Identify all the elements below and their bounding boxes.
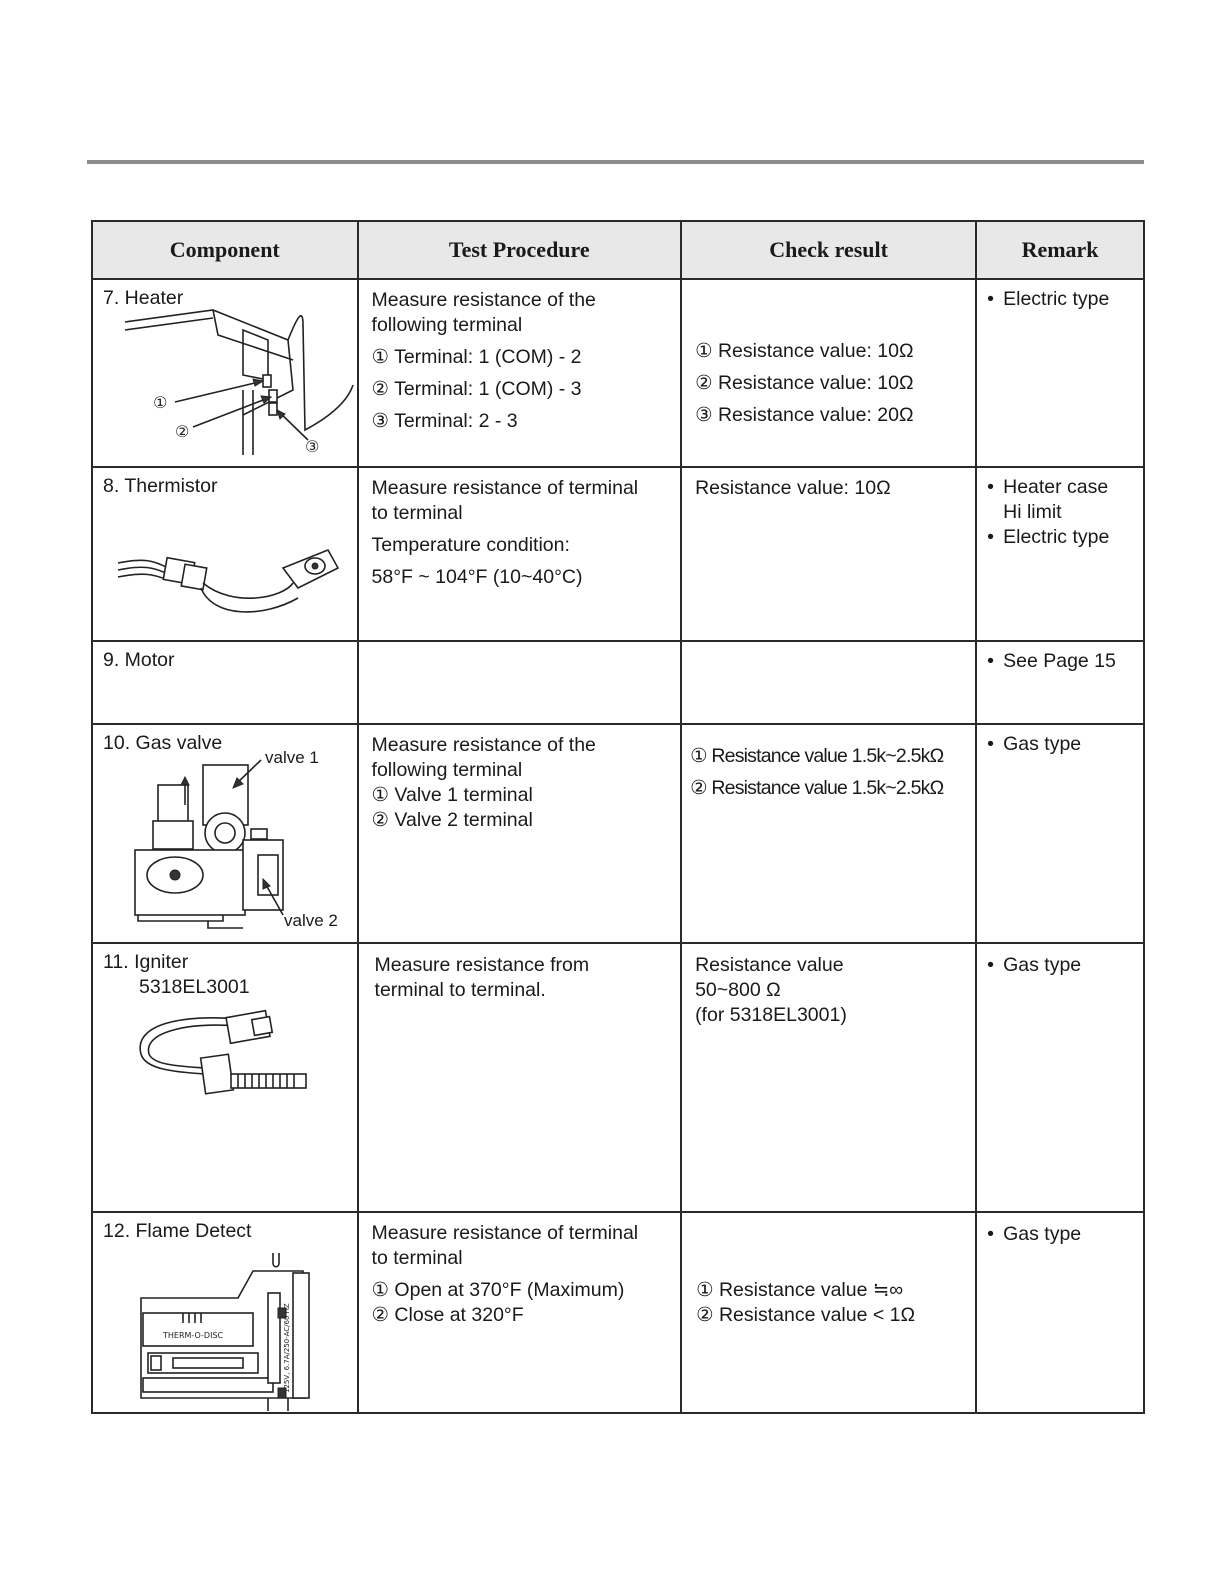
component-cell	[92, 641, 358, 724]
thermistor-diagram	[93, 468, 353, 640]
remark-item: Electric type	[1003, 526, 1110, 548]
remark-item: Gas type	[1003, 954, 1082, 976]
procedure-cell	[358, 641, 682, 724]
result-line: ② Resistance value < 1Ω	[696, 1304, 916, 1326]
figure-label-1: ①	[153, 393, 168, 412]
procedure-line: ② Close at 320°F	[371, 1304, 524, 1326]
component-name: 11. Igniter	[103, 951, 189, 973]
table-row-igniter	[92, 943, 1144, 1212]
procedure-line: following terminal	[371, 314, 523, 336]
table-row-thermistor	[92, 467, 1144, 641]
header-procedure: Test Procedure	[358, 221, 682, 279]
procedure-line: to terminal	[371, 502, 463, 524]
component-cell	[92, 279, 358, 467]
result-line: ① Resistance value: 10Ω	[695, 340, 914, 362]
procedure-line: ① Terminal: 1 (COM) - 2	[371, 346, 582, 368]
procedure-line: terminal to terminal.	[374, 979, 546, 1001]
remark-cell: • Gas type	[976, 943, 1144, 1212]
igniter-diagram	[93, 944, 353, 1211]
header-component: Component	[92, 221, 358, 279]
remark-item: See Page 15	[1003, 650, 1116, 672]
result-line: ① Resistance value 1.5k~2.5kΩ	[690, 745, 944, 767]
procedure-line: Measure resistance of terminal	[371, 1222, 639, 1244]
table-row-gas-valve	[92, 724, 1144, 943]
component-name: 9. Motor	[103, 649, 175, 671]
remark-cell: • Gas type	[976, 724, 1144, 943]
procedure-line: Measure resistance of the	[371, 289, 596, 311]
top-divider	[87, 160, 1144, 164]
table-row-motor	[92, 641, 1144, 724]
remark-cell: • Gas type	[976, 1212, 1144, 1413]
thermodisc-brand: THERM-O-DISC	[163, 1331, 224, 1340]
component-cell	[92, 1212, 358, 1413]
figure-label-2: ②	[175, 422, 190, 441]
component-name: 10. Gas valve	[103, 732, 223, 754]
valve-1-label: valve 1	[265, 748, 319, 767]
remark-item: Gas type	[1003, 1223, 1082, 1245]
header-result: Check result	[681, 221, 976, 279]
result-line: ② Resistance value: 10Ω	[695, 372, 914, 394]
procedure-line: following terminal	[371, 759, 523, 781]
remark-item: Heater case	[1003, 476, 1109, 498]
component-test-table	[91, 220, 1145, 1414]
result-line: ③ Resistance value: 20Ω	[695, 404, 914, 426]
remark-item: Electric type	[1003, 288, 1110, 310]
procedure-cell	[358, 467, 682, 641]
component-name: 12. Flame Detect	[103, 1220, 252, 1242]
procedure-line: Measure resistance of the	[371, 734, 596, 756]
remark-item: Gas type	[1003, 733, 1082, 755]
table-row-heater	[92, 279, 1144, 467]
rating-label: 125V, 6.7A/250-AC/60 HZ	[283, 1303, 291, 1393]
result-line: Resistance value	[695, 954, 844, 976]
procedure-cell	[358, 1212, 682, 1413]
table-row-flame-detect	[92, 1212, 1144, 1413]
result-cell	[681, 1212, 976, 1413]
result-line: ① Resistance value ≒∞	[696, 1279, 904, 1301]
result-line: ② Resistance value 1.5k~2.5kΩ	[690, 777, 944, 799]
remark-cell: • Electric type	[976, 279, 1144, 467]
procedure-line: 58°F ~ 104°F (10~40°C)	[371, 566, 583, 588]
header-row	[92, 221, 1144, 279]
procedure-line: to terminal	[371, 1247, 463, 1269]
remark-cell: • See Page 15	[976, 641, 1144, 724]
component-cell	[92, 724, 358, 943]
flame-detect-diagram	[93, 1213, 353, 1412]
procedure-line: ① Valve 1 terminal	[371, 784, 533, 806]
procedure-cell	[358, 943, 682, 1212]
result-cell	[681, 467, 976, 641]
result-cell	[681, 641, 976, 724]
result-cell	[681, 279, 976, 467]
component-cell	[92, 467, 358, 641]
procedure-line: ② Valve 2 terminal	[371, 809, 533, 831]
component-cell	[92, 943, 358, 1212]
component-name: 7. Heater	[103, 287, 184, 309]
valve-2-label: valve 2	[284, 911, 338, 930]
procedure-cell	[358, 279, 682, 467]
procedure-line: ② Terminal: 1 (COM) - 3	[371, 378, 582, 400]
procedure-line: Measure resistance of terminal	[371, 477, 639, 499]
result-cell	[681, 724, 976, 943]
remark-cell: • Heater case Hi limit • Electric type	[976, 467, 1144, 641]
heater-diagram	[93, 280, 353, 466]
result-cell	[681, 943, 976, 1212]
igniter-part-number: 5318EL3001	[139, 976, 250, 998]
remark-item: Hi limit	[1003, 501, 1062, 523]
result-line: 50~800 Ω	[695, 979, 781, 1001]
header-remark: Remark	[976, 221, 1144, 279]
gas-valve-diagram	[93, 725, 353, 942]
procedure-line: ① Open at 370°F (Maximum)	[371, 1279, 625, 1301]
procedure-line: ③ Terminal: 2 - 3	[371, 410, 518, 432]
component-name: 8. Thermistor	[103, 475, 218, 497]
procedure-cell	[358, 724, 682, 943]
procedure-line: Temperature condition:	[371, 534, 570, 556]
result-line: (for 5318EL3001)	[695, 1004, 847, 1026]
procedure-line: Measure resistance from	[374, 954, 590, 976]
figure-label-3: ③	[305, 437, 320, 456]
result-line: Resistance value: 10Ω	[695, 477, 891, 499]
